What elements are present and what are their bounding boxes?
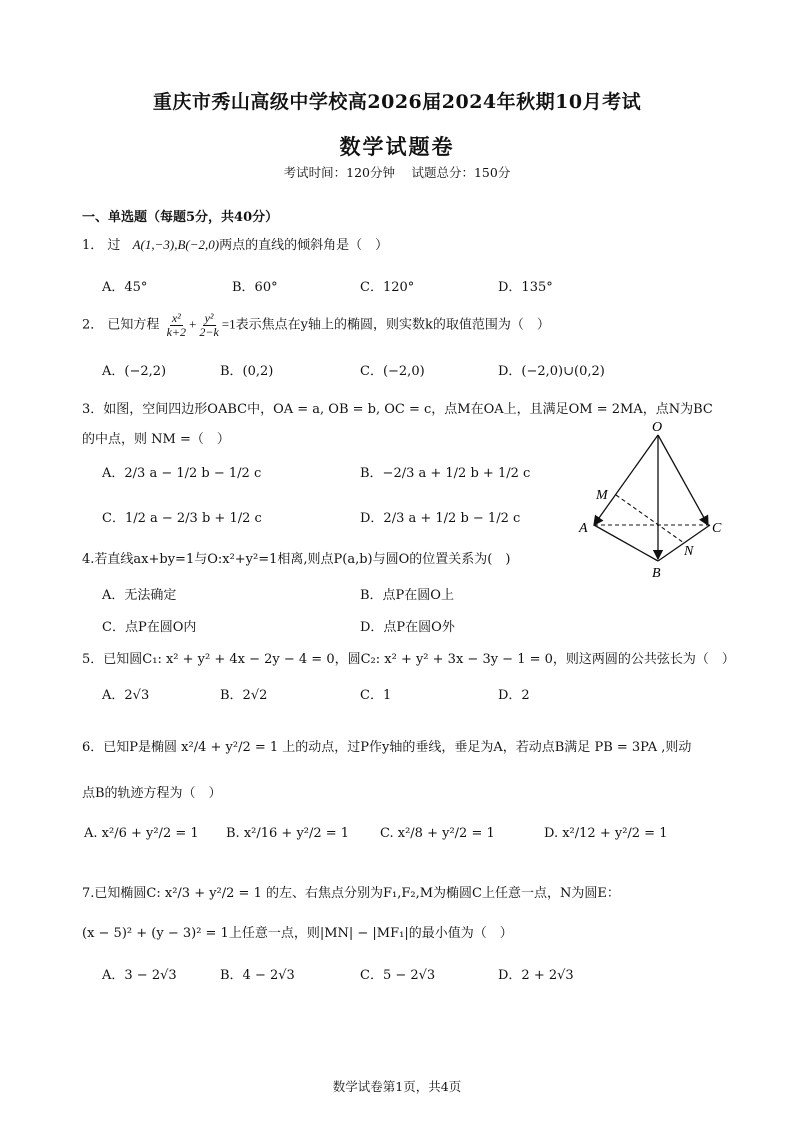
option-c: C．1/2 a − 2/3 b + 1/2 c	[102, 511, 262, 526]
question-number: 4.	[82, 552, 95, 567]
label-a: A	[579, 521, 588, 536]
question-text: 两点的直线的倾斜角是（ ）	[219, 238, 389, 253]
question-number: 6．	[82, 740, 104, 755]
option-d: D．2	[498, 688, 530, 703]
fraction: $\frac{\text{y²}}{2-k}$	[199, 311, 219, 339]
page-footer: 数学试卷第1页，共4页	[332, 1079, 462, 1094]
question-text: 如图，空间四边形OABC中，OA = a, OB = b, OC = c，点M在OA上，且满足OM = 2MA，点N为BC	[103, 402, 713, 417]
question-3-line2: 的中点，则 NM =（ ）	[82, 432, 230, 447]
question-2: 2． 已知方程 $\frac{\text{x²}}{k+2}$ + $\frac{\text{y²}}{2-k}$ =1表示焦点在y轴上的椭圆，则实数k的取值范围为（ ）	[82, 311, 550, 339]
option-a: A．无法确定	[102, 588, 177, 603]
edge-ab	[594, 525, 658, 561]
option-b: B. x²/16 + y²/2 = 1	[226, 826, 350, 841]
option-b: B．2√2	[220, 688, 268, 703]
option-d: D．点P在圆O外	[360, 620, 455, 635]
option-b: B．(0,2)	[220, 364, 274, 379]
option-c: C．5 − 2√3	[360, 968, 436, 983]
segment-mn	[616, 495, 684, 543]
option-d: D．135°	[498, 280, 553, 295]
option-c: C．120°	[360, 280, 415, 295]
exam-info: 考试时间：120分钟 试题总分：150分	[283, 165, 511, 180]
label-m: M	[596, 488, 608, 503]
label-c: C	[712, 521, 722, 536]
question-number: 2．	[82, 317, 104, 333]
option-d: D．2 + 2√3	[498, 968, 574, 983]
section-heading: 一、单选题（每题5分，共40分）	[82, 210, 279, 225]
question-4	[82, 548, 510, 567]
question-number: 3．	[82, 402, 104, 417]
option-d: D．(−2,0)∪(0,2)	[498, 364, 605, 379]
option-a: A．3 − 2√3	[102, 968, 177, 983]
label-o: O	[652, 420, 663, 435]
option-c: C. x²/8 + y²/2 = 1	[380, 826, 495, 841]
question-6-line2: 点B的轨迹方程为（ ）	[82, 786, 222, 801]
option-d: D. x²/12 + y²/2 = 1	[544, 826, 668, 841]
tetrahedron-figure	[570, 415, 730, 585]
question-number: 7.	[82, 886, 95, 901]
option-a: A．45°	[102, 280, 148, 295]
option-c: C．点P在圆O内	[102, 620, 197, 635]
label-n: N	[684, 544, 694, 559]
question-math: A(1,−3),B(−2,0)	[132, 237, 220, 252]
question-number: 5．	[82, 652, 104, 667]
option-b: B．−2/3 a + 1/2 b + 1/2 c	[360, 466, 531, 481]
option-a: A．(−2,2)	[102, 364, 167, 379]
option-b: B．点P在圆O上	[360, 588, 454, 603]
exam-title: 重庆市秀山高级中学校高2026届2024年秋期10月考试	[152, 91, 642, 113]
label-b: B	[652, 566, 661, 581]
question-5	[82, 648, 735, 667]
question-text: 已知P是椭圆 x²/4 + y²/2 = 1 上的动点，过P作y轴的垂线，垂足为A，若动点B满足 PB = 3PA ,则动	[103, 740, 692, 755]
question-6	[82, 736, 691, 755]
option-c: C．(−2,0)	[360, 364, 425, 379]
question-text: 过	[107, 238, 121, 253]
question-text: 若直线ax+by=1与O:x²+y²=1相离,则点P(a,b)与圆O的位置关系为( )	[94, 552, 511, 567]
question-text: 已知椭圆C: x²/3 + y²/2 = 1 的左、右焦点分别为F₁,F₂,M为椭圆C上任意一点，N为圆E：	[94, 886, 620, 901]
edge-oa	[594, 435, 658, 525]
exam-subtitle: 数学试题卷	[339, 134, 455, 159]
question-number: 1．	[82, 238, 104, 253]
question-text: 表示焦点在y轴上的椭圆，则实数k的取值范围为（ ）	[235, 317, 550, 333]
question-text: 已知方程	[107, 317, 160, 333]
option-a: A．2/3 a − 1/2 b − 1/2 c	[102, 466, 262, 481]
option-d: D．2/3 a + 1/2 b − 1/2 c	[360, 511, 521, 526]
fraction: $\frac{\text{x²}}{k+2}$	[166, 311, 187, 339]
option-a: A．2√3	[102, 688, 150, 703]
question-7-line2: (x − 5)² + (y − 3)² = 1上任意一点，则|MN| − |MF₁|的最小值为（ ）	[82, 926, 513, 941]
option-a: A. x²/6 + y²/2 = 1	[84, 826, 199, 841]
option-c: C．1	[360, 688, 392, 703]
option-b: B．4 − 2√3	[220, 968, 295, 983]
option-b: B．60°	[232, 280, 278, 295]
question-7	[82, 882, 620, 901]
question-1	[82, 234, 388, 253]
question-text: 已知圆C₁: x² + y² + 4x − 2y − 4 = 0，圆C₂: x² + y² + 3x − 3y − 1 = 0，则这两圆的公共弦长为（ ）	[103, 652, 735, 667]
edge-oc	[658, 435, 708, 525]
